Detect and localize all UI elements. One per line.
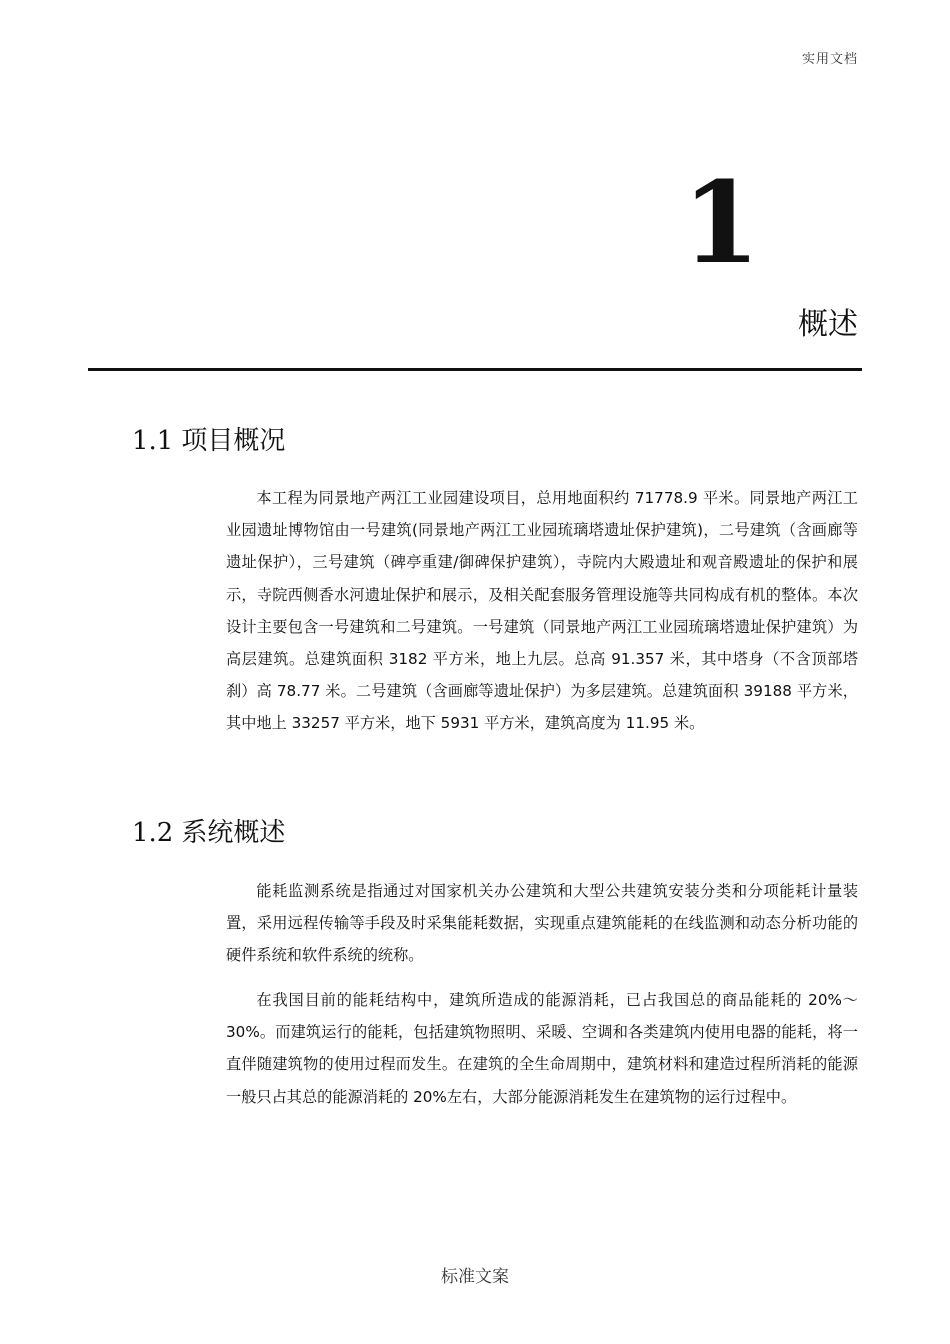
section-number: 1.2 bbox=[132, 818, 174, 848]
chapter-title: 概述 bbox=[798, 307, 858, 342]
body-paragraph: 能耗监测系统是指通过对国家机关办公建筑和大型公共建筑安装分类和分项能耗计量装置，采用远程传输等手段及时采集能耗数据，实现重点建筑能耗的在线监测和动态分析功能的硬件系统和软件系统的统称。 bbox=[226, 882, 858, 965]
section-heading bbox=[132, 820, 285, 846]
section-title: 系统概述 bbox=[181, 818, 286, 848]
chapter-divider bbox=[88, 368, 862, 371]
body-paragraph: 在我国目前的能耗结构中，建筑所造成的能源消耗，已占我国总的商品能耗的 20%～30%。而建筑运行的能耗，包括建筑物照明、采暖、空调和各类建筑内使用电器的能耗，将一直伴随建筑物的使用过程而发生。在建筑的全生命周期中，建筑材料和建造过程所消耗的能源一般只占其总的能源消耗的 20%左右，大部分能源消耗发生在建筑物的运行过程中。 bbox=[226, 991, 858, 1106]
section-heading bbox=[132, 428, 285, 454]
page-header-note: 实用文档 bbox=[801, 52, 858, 67]
page-footer-note: 标准文案 bbox=[441, 1267, 509, 1287]
chapter-number: 1 bbox=[682, 158, 760, 289]
section-number: 1.1 bbox=[132, 426, 174, 456]
body-paragraph: 本工程为同景地产两江工业园建设项目，总用地面积约 71778.9 平米。同景地产两江工业园遗址博物馆由一号建筑(同景地产两江工业园琉璃塔遗址保护建筑)，二号建筑（含画廊等遗址保护），三号建筑（碑亭重建/御碑保护建筑），寺院内大殿遗址和观音殿遗址的保护和展示，寺院西侧香水河遗址保护和展示，及相关配套服务管理设施等共同构成有机的整体。本次设计主要包含一号建筑和二号建筑。一号建筑（同景地产两江工业园琉璃塔遗址保护建筑）为高层建筑。总建筑面积 3182 平方米，地上九层。总高 91.357 米，其中塔身（不含顶部塔刹）高 78.77 米。二号建筑（含画廊等遗址保护）为多层建筑。总建筑面积 39188 平方米，其中地上 33257 平方米，地下 5931 平方米，建筑高度为 11.95 米。 bbox=[226, 489, 858, 733]
section-title: 项目概况 bbox=[181, 426, 286, 456]
